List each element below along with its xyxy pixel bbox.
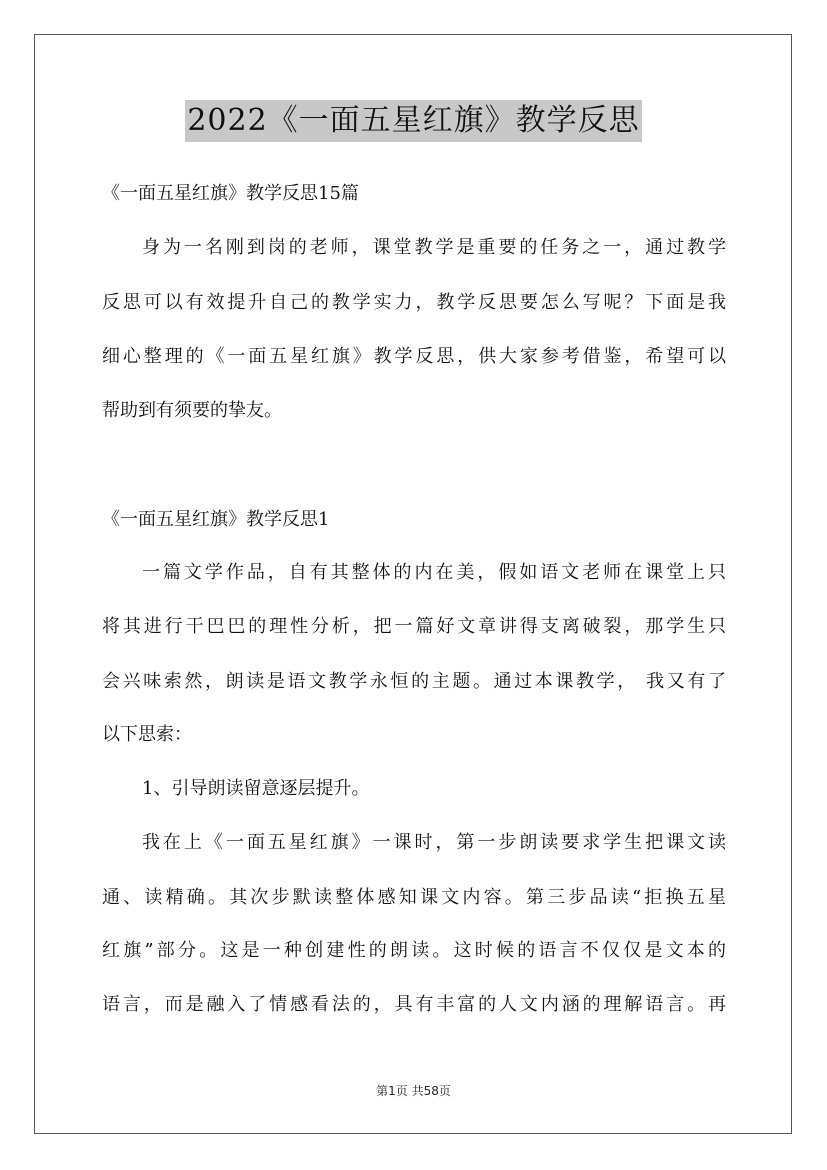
section-heading: 《一面五星红旗》教学反思1 (102, 509, 330, 530)
title-container (0, 100, 827, 142)
paragraph-2-line-1: 我在上《一面五星红旗》一课时，第一步朗读要求学生把课文读 (142, 832, 726, 853)
point-1: 1、引导朗读留意逐层提升。 (142, 778, 370, 799)
paragraph-1-line-4: 以下思索： (102, 724, 192, 745)
intro-line-1: 身为一名刚到岗的老师，课堂教学是重要的任务之一，通过教学 (142, 237, 726, 258)
intro-line-4: 帮助到有须要的挚友。 (102, 400, 282, 421)
page-number-footer: 第1页 共58页 (376, 1084, 451, 1098)
document-title: 2022《一面五星红旗》教学反思 (185, 100, 641, 142)
intro-line-3: 细心整理的《一面五星红旗》教学反思，供大家参考借鉴，希望可以 (102, 346, 726, 367)
paragraph-2-line-2: 通、读精确。其次步默读整体感知课文内容。第三步品读“拒换五星 (102, 887, 726, 908)
paragraph-1-line-3: 会兴味索然，朗读是语文教学永恒的主题。通过本课教学， 我又有了 (102, 671, 726, 692)
paragraph-1-line-1: 一篇文学作品，自有其整体的内在美，假如语文老师在课堂上只 (142, 562, 726, 583)
intro-line-2: 反思可以有效提升自己的教学实力，教学反思要怎么写呢？下面是我 (102, 292, 726, 313)
paragraph-2-line-4: 语言，而是融入了情感看法的，具有丰富的人文内涵的理解语言。再 (102, 994, 726, 1015)
paragraph-1-line-2: 将其进行干巴巴的理性分析，把一篇好文章讲得支离破裂，那学生只 (102, 616, 726, 637)
paragraph-2-line-3: 红旗”部分。这是一种创建性的朗读。这时候的语言不仅仅是文本的 (102, 940, 726, 961)
document-subtitle: 《一面五星红旗》教学反思15篇 (102, 183, 359, 204)
